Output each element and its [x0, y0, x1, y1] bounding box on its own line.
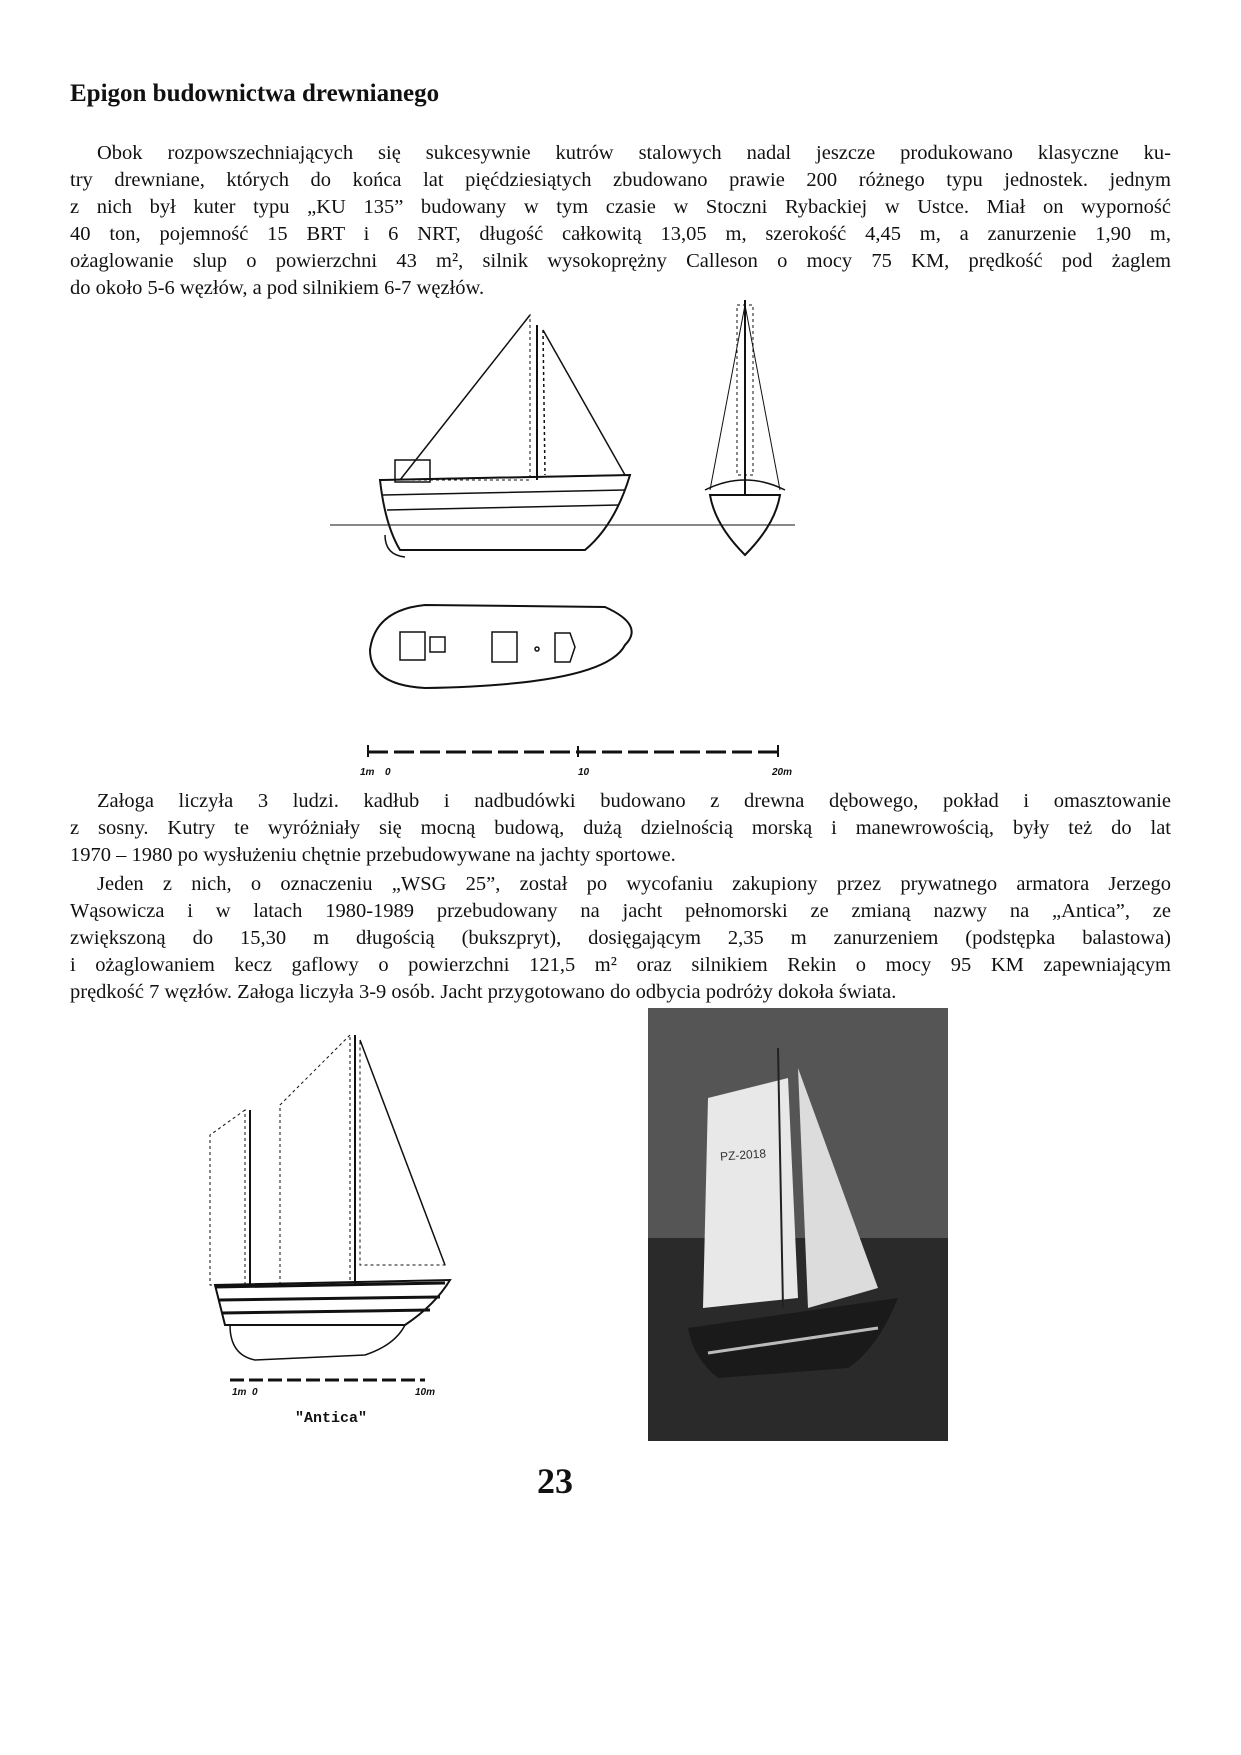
paragraph-1	[70, 140, 1171, 302]
yacht-photo	[648, 1008, 948, 1441]
yacht-photo-image	[648, 1008, 948, 1441]
scale-label: 1m	[360, 767, 375, 778]
text-line: 40 ton, pojemność 15 BRT i 6 NRT, długość całkowitą 13,05 m, szerokość 4,45 m, a zanurzenie 1,90 m,	[70, 223, 1171, 245]
scale-label: 20m	[772, 767, 793, 778]
scale-label: 1m	[232, 1387, 247, 1398]
figure-caption: "Antica"	[295, 1410, 368, 1427]
text-line: ożaglowanie slup o powierzchni 43 m², silnik wysokoprężny Calleson o mocy 75 KM, prędkość pod żaglem	[70, 250, 1171, 272]
scale-bar	[365, 742, 785, 762]
antica-side-drawing	[195, 1025, 465, 1395]
text-line: Wąsowicza i w latach 1980-1989 przebudowany na jacht pełnomorski ze zmianą nazwy na „Antica”, ze	[70, 900, 1171, 922]
scale-label: 0	[252, 1387, 258, 1398]
page-title: Epigon budownictwa drewnianego	[70, 80, 440, 107]
text-line: do około 5-6 węzłów, a pod silnikiem 6-7 węzłów.	[70, 277, 485, 299]
text-line: prędkość 7 węzłów. Załoga liczyła 3-9 osób. Jacht przygotowano do odbycia podróży dokoła świata.	[70, 981, 897, 1003]
text-line: z nich był kuter typu „KU 135” budowany w tym czasie w Stoczni Rybackiej w Ustce. Miał on wyporność	[70, 196, 1171, 218]
text-line: Załoga liczyła 3 ludzi. kadłub i nadbudówki budowano z drewna dębowego, pokład i omasztowanie	[97, 790, 1171, 812]
paragraph-3	[70, 871, 1171, 1006]
page-number: 23	[537, 1461, 573, 1501]
text-line: z sosny. Kutry te wyróżniały się mocną budową, dużą dzielnością morską i manewrowością, były też do lat	[70, 817, 1171, 839]
text-line: try drewniane, których do końca lat pięćdziesiątych zbudowano prawie 200 różnego typu jednostek. jednym	[70, 169, 1171, 191]
text-line: zwiększoną do 15,30 m długością (bukszpryt), dosięgającym 2,35 m zanurzeniem (podstępka balastowa)	[70, 927, 1171, 949]
text-line: Obok rozpowszechniających się sukcesywnie kutrów stalowych nadal jeszcze produkowano klasyczne ku-	[97, 142, 1171, 164]
scale-label: 10m	[415, 1387, 436, 1398]
ku135-side-and-front-drawing	[325, 295, 805, 695]
sail-registration: PZ-2018	[719, 1146, 767, 1164]
paragraph-2	[70, 788, 1171, 869]
scale-label: 10	[578, 767, 590, 778]
text-line: 1970 – 1980 po wysłużeniu chętnie przebudowywane na jachty sportowe.	[70, 844, 676, 866]
text-line: i ożaglowaniem kecz gaflowy o powierzchni 121,5 m² oraz silnikiem Rekin o mocy 95 KM zapewniającym	[70, 954, 1171, 976]
scale-label: 0	[385, 767, 391, 778]
text-line: Jeden z nich, o oznaczeniu „WSG 25”, został po wycofaniu zakupiony przez prywatnego armatora Jerzego	[97, 873, 1171, 895]
